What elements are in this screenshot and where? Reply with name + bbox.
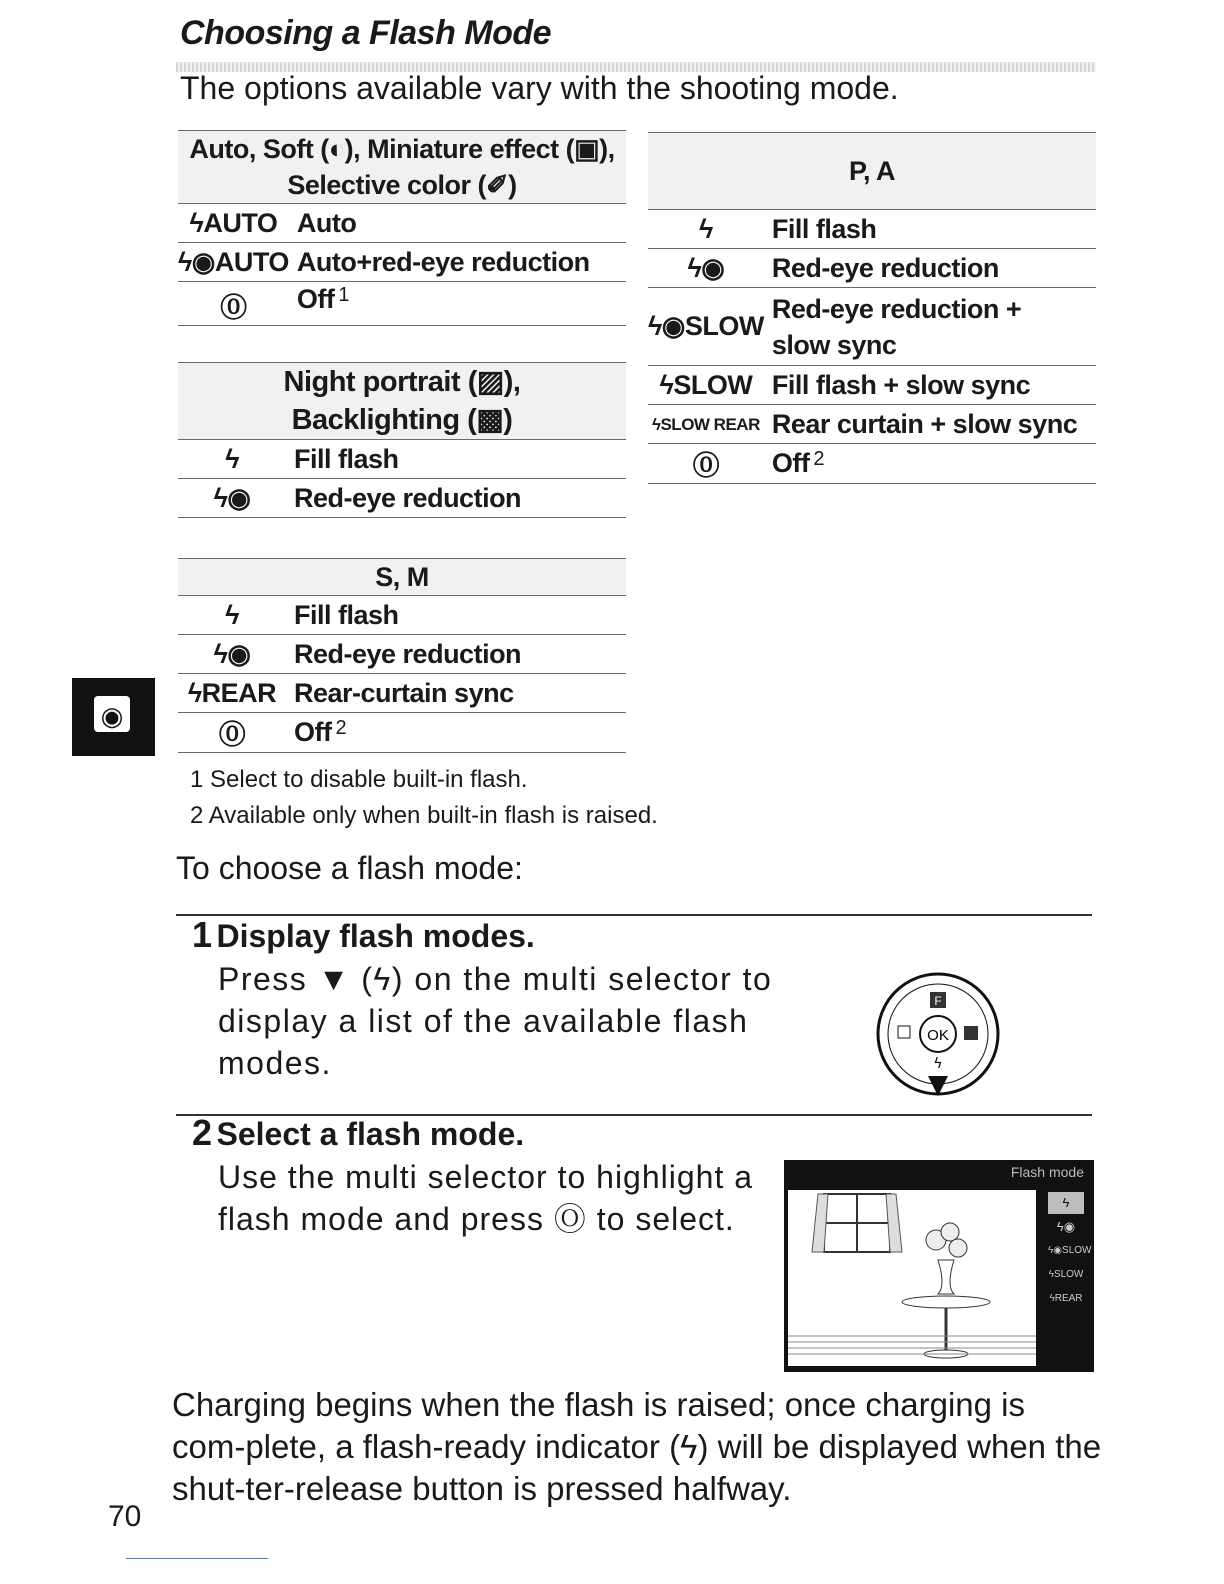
table-header: S, M bbox=[178, 559, 626, 596]
flash-redeye-icon: ϟ◉ bbox=[648, 249, 764, 288]
flash-slow-icon: ϟSLOW bbox=[648, 366, 764, 405]
row-label: Auto+red-eye reduction bbox=[289, 243, 626, 282]
row-label bbox=[764, 444, 1096, 484]
table-row bbox=[178, 204, 626, 243]
footnote-ref: 2 bbox=[813, 448, 824, 470]
footnote-number: 2 bbox=[190, 802, 204, 829]
footnote-number: 1 bbox=[190, 766, 204, 793]
step-2-body: Use the multi selector to highlight a flash mode and press Ⓞ to select. bbox=[218, 1159, 754, 1237]
row-label: Fill flash bbox=[764, 210, 1096, 249]
flash-menu-item[interactable]: ϟ◉SLOW bbox=[1048, 1245, 1092, 1256]
flash-fill-icon: ϟ bbox=[648, 210, 764, 249]
table-header bbox=[178, 131, 626, 204]
flash-rear-icon: ϟREAR bbox=[178, 674, 286, 713]
flash-redeye-icon: ϟ◉ bbox=[178, 479, 286, 518]
table-row bbox=[178, 713, 626, 753]
flash-menu-item[interactable]: ϟ bbox=[1048, 1192, 1084, 1214]
flash-menu-item[interactable]: ϟSLOW bbox=[1048, 1269, 1084, 1280]
table-header: P, A bbox=[648, 133, 1096, 210]
table-row bbox=[178, 674, 626, 713]
table-row bbox=[178, 440, 626, 479]
flash-auto-redeye-icon: ϟ◉AUTO bbox=[178, 243, 289, 282]
row-label-text: Off bbox=[296, 284, 335, 314]
flash-menu-item[interactable]: ϟREAR bbox=[1049, 1293, 1083, 1304]
header-line: Auto, Soft (◐), Miniature effect (▣), bbox=[189, 134, 615, 164]
chapter-tab bbox=[72, 678, 155, 756]
footnote bbox=[190, 798, 658, 834]
row-label: Red-eye reduction bbox=[286, 479, 626, 518]
table-row bbox=[648, 444, 1096, 484]
row-label bbox=[764, 288, 1096, 366]
footnotes bbox=[190, 762, 658, 834]
step-title: Display flash modes. bbox=[216, 918, 535, 954]
row-label-text: Off bbox=[294, 717, 332, 747]
choose-text: To choose a flash mode: bbox=[176, 850, 523, 886]
step-title: Select a flash mode. bbox=[216, 1116, 525, 1152]
row-label-text: Off bbox=[771, 448, 810, 478]
multi-selector-diagram bbox=[872, 968, 1004, 1100]
page-number: 70 bbox=[108, 1500, 142, 1533]
footnote-ref: 2 bbox=[335, 717, 347, 739]
ok-label: OK bbox=[927, 1027, 949, 1044]
flash-redeye-slow-icon: ϟ◉SLOW bbox=[648, 288, 764, 366]
camera-monitor-illustration bbox=[784, 1160, 1094, 1372]
table-row bbox=[178, 243, 626, 282]
table-row bbox=[178, 282, 626, 326]
row-label: Red-eye reduction bbox=[286, 635, 626, 674]
flash-off-icon: ⓪ bbox=[648, 444, 764, 484]
header-line: Night portrait (▨), bbox=[283, 366, 521, 398]
table-row bbox=[648, 405, 1096, 444]
flash-key-icon: ϟ bbox=[933, 1056, 943, 1072]
step-1-body: Press ▼ (ϟ) on the multi selector to display a list of the available flash modes. bbox=[218, 961, 773, 1081]
step-2 bbox=[192, 1112, 524, 1154]
night-modes-table bbox=[178, 362, 626, 518]
row-label: Fill flash + slow sync bbox=[764, 366, 1096, 405]
flash-slow-rear-icon: ϟSLOW REAR bbox=[648, 405, 764, 444]
camera-icon: ◉ bbox=[94, 696, 130, 732]
table-row bbox=[648, 366, 1096, 405]
sm-modes-table bbox=[178, 558, 626, 753]
step-1 bbox=[192, 914, 535, 956]
intro-text: The options available vary with the shooting mode. bbox=[180, 70, 899, 106]
table-row bbox=[648, 249, 1096, 288]
menu-title: Flash mode bbox=[1010, 1164, 1084, 1180]
table-row bbox=[178, 635, 626, 674]
table-row bbox=[178, 479, 626, 518]
step-number: 1 bbox=[192, 914, 213, 955]
footnote-text: Available only when built-in flash is raised. bbox=[208, 802, 658, 829]
flash-redeye-icon: ϟ◉ bbox=[178, 635, 286, 674]
flash-off-icon: ⓪ bbox=[178, 713, 286, 753]
closing-paragraph: Charging begins when the flash is raised; once charging is com-plete, a flash-ready indicator (ϟ) will be displayed when the shut-ter-release button is pressed halfway. bbox=[172, 1386, 1102, 1507]
header-line: Selective color (✐) bbox=[287, 170, 517, 200]
auto-modes-table bbox=[178, 130, 626, 326]
table-row bbox=[648, 288, 1096, 366]
header-line: Backlighting (▩) bbox=[291, 404, 513, 436]
flash-fill-icon: ϟ bbox=[178, 440, 286, 479]
flash-menu-item[interactable]: ϟ◉ bbox=[1056, 1219, 1076, 1234]
row-label bbox=[289, 282, 626, 326]
flash-fill-icon: ϟ bbox=[178, 596, 286, 635]
flash-off-icon: ⓪ bbox=[178, 282, 289, 326]
footnote bbox=[190, 762, 658, 798]
right-key-icon bbox=[964, 1026, 978, 1040]
table-header bbox=[178, 363, 626, 440]
table-row bbox=[178, 596, 626, 635]
row-label bbox=[286, 713, 626, 753]
row-label: Auto bbox=[289, 204, 626, 243]
footnote-ref: 1 bbox=[338, 284, 349, 306]
row-label: Fill flash bbox=[286, 596, 626, 635]
flash-auto-icon: ϟAUTO bbox=[178, 204, 289, 243]
top-key-label: F bbox=[934, 994, 942, 1008]
row-label: Rear curtain + slow sync bbox=[764, 405, 1096, 444]
pa-modes-table bbox=[648, 132, 1096, 484]
scene-illustration bbox=[788, 1190, 1036, 1366]
row-label: Fill flash bbox=[286, 440, 626, 479]
step-number: 2 bbox=[192, 1112, 213, 1153]
footnote-text: Select to disable built-in flash. bbox=[210, 766, 528, 793]
row-label: Red-eye reduction bbox=[764, 249, 1096, 288]
page-footer-rule bbox=[126, 1558, 268, 1559]
page-title: Choosing a Flash Mode bbox=[180, 14, 552, 52]
row-label-line: Red-eye reduction + bbox=[771, 293, 1022, 324]
still-life-image bbox=[788, 1190, 1036, 1366]
row-label-line: slow sync bbox=[771, 329, 897, 360]
table-row bbox=[648, 210, 1096, 249]
row-label: Rear-curtain sync bbox=[286, 674, 626, 713]
